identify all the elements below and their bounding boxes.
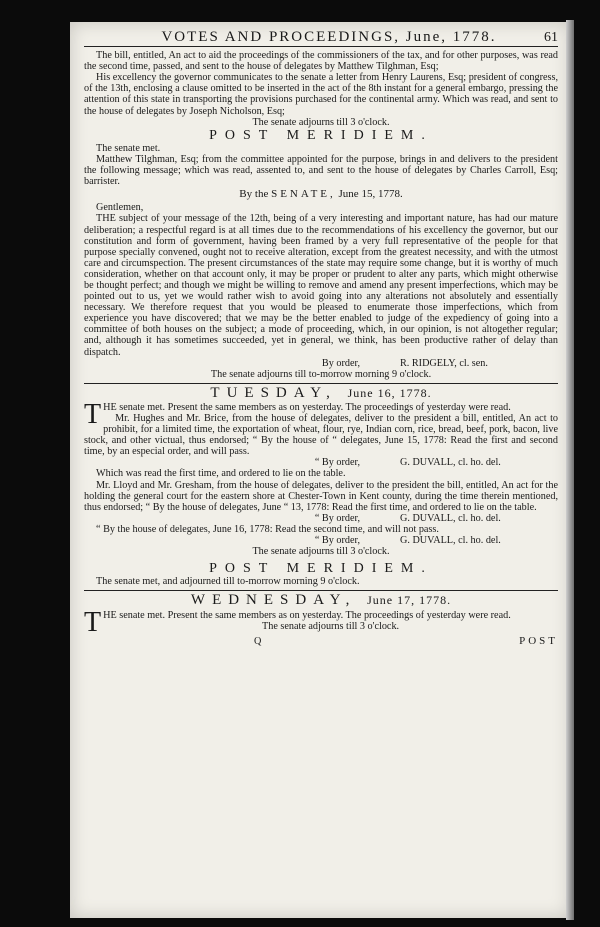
signature-by-order: “ By order, xyxy=(314,535,360,547)
salutation: Gentlemen, xyxy=(96,202,144,214)
day-date: June 17, 1778. xyxy=(367,593,452,608)
which-read-line: Which was read the first time, and ordered to lie on the table. xyxy=(96,468,346,480)
signature-by-order: By order, xyxy=(321,357,360,369)
wednesday-heading xyxy=(84,592,558,609)
head-rule xyxy=(84,46,558,47)
signature-by-order: “ By order, xyxy=(314,457,360,469)
page-number: 61 xyxy=(544,30,558,45)
signature-name: R. RIDGELY, cl. sen. xyxy=(400,357,488,369)
senate-met-line: The senate met. xyxy=(96,142,161,154)
by-senate-prefix: By the xyxy=(239,188,269,201)
met-adjourned-line: The senate met, and adjourned till to-morrow morning 9 o'clock. xyxy=(96,576,360,588)
drop-cap: T xyxy=(84,606,102,638)
signature-name: G. DUVALL, cl. ho. del. xyxy=(400,512,501,524)
day-name: WEDNESDAY, xyxy=(190,592,357,609)
day-name: TUESDAY, xyxy=(210,384,337,401)
post-meridiem-heading: POST MERIDIEM. xyxy=(209,561,433,577)
paragraph-lloyd-gresham: Mr. Lloyd and Mr. Gresham, from the house of delegates, deliver to the president the bill, entitled, An act for the holding the general court for the eastern shore at Chester-Town in Kent county, during the time therein mentioned, thus endorsed; “ By the house of delegates, June “ 13, 1778: Read the first time, and ordered to lie on the table. xyxy=(84,479,558,513)
signature-by-order: “ By order, xyxy=(314,512,360,524)
adjourn-line: The senate adjourns till 3 o'clock. xyxy=(252,546,390,558)
paragraph-tax-bill: The bill, entitled, An act to aid the proceedings of the commissioners of the tax, and for other purposes, was read the second time, passed, and sent to the house of delegates by Matthew Tilghman, Esq; xyxy=(84,50,558,73)
paragraph-tuesday-open xyxy=(84,398,558,430)
tuesday-heading xyxy=(84,384,558,401)
paragraph-text: HE senate met. Present the same members as on yesterday. The proceedings of yesterday were read. xyxy=(103,401,511,413)
catchword-line xyxy=(84,636,558,647)
paragraph-laurens-letter: His excellency the governor communicates to the senate a letter from Henry Laurens, Esq; president of congress, of the 13th, enclosing a clause omitted to be inserted in the act of the 8th instant for a general embargo, pressing the attention of this state in transporting the provisions purchased for the continental army. Which was read, and sent to the house of delegates by Joseph Nicholson, Esq; xyxy=(84,72,558,117)
running-head-title: VOTES AND PROCEEDINGS, June, 1778. xyxy=(161,29,497,45)
signature-duvall xyxy=(84,457,558,468)
signature-duvall xyxy=(84,513,558,524)
page-content xyxy=(84,29,558,647)
by-senate-caps: SENATE, xyxy=(271,188,336,201)
paragraph-tilghman: Matthew Tilghman, Esq; from the committee appointed for the purpose, brings in and delivers to the president the following message; which was read, assented to, and sent to the house of delegates by Charles Carroll, Esq; barrister. xyxy=(84,153,558,188)
day-date: June 16, 1778. xyxy=(347,385,432,400)
signature-duvall xyxy=(84,535,558,546)
signature-name: G. DUVALL, cl. ho. del. xyxy=(400,535,501,547)
paragraph-text: HE senate met. Present the same members as on yesterday. The proceedings of yesterday were read. xyxy=(103,609,511,621)
section-rule xyxy=(84,590,558,591)
drop-cap: T xyxy=(84,398,102,430)
paragraph-hughes-brice: Mr. Hughes and Mr. Brice, from the house of delegates, deliver to the president a bill, entitled, An act to prohibit, for a limited time, the exportation of wheat, flour, rye, Indian corn, rice, bread, beef, pork, bacon, live stock, and other victual, thus endorsed; “ By the house of “ delegates, June 15, 1778: Read the first and second time, by an especial order, and will pass. xyxy=(84,413,558,458)
adjourn-line: The senate adjourns till 3 o'clock. xyxy=(262,620,400,632)
adjourn-line: The senate adjourns till to-morrow morning 9 o'clock. xyxy=(210,368,432,380)
adjourn-line: The senate adjourns till 3 o'clock. xyxy=(252,116,390,128)
senate-message: THE subject of your message of the 12th, being of a very interesting and important nature, has had our mature deliberation; a respectful regard is at all times due to the recommendations of his excellency the governor, but our constitution and form of government, having been framed by a very full representative of the people for that purpose specially convened, ought not to receive alteration, except from the greatest necessity, and with the utmost care and circumspection. The present circumstances of the state may require some change, but it is worthy of much consideration, whether on that account only, it may be proper or prudent to alter any parts, which might otherwise be thought perfect; and though we might be willing to remove and amend any present imperfections, which may be pointed out to us, yet we would rather wish to avoid going into any alterations not absolutely and essentially necessary. We therefore request that you would be pleased to enumerate those imperfections, which from experience you have discovered; that we may be the better enabled to judge of the expediency of going into a committee of both houses on the subject; a mode of proceeding, which, in our opinion, is not altogether regular; and, although it has sometimes succeeded, yet in general, we think, has been productive rather of delay than dispatch. xyxy=(84,213,558,358)
signature-mark: Q xyxy=(254,635,262,647)
signature-ridgely xyxy=(84,358,558,369)
section-rule xyxy=(84,383,558,384)
post-meridiem-heading: POST MERIDIEM. xyxy=(209,127,433,143)
by-house-line: “ By the house of delegates, June 16, 1778: Read the second time, and will not pass. xyxy=(96,523,439,535)
running-head xyxy=(114,29,558,45)
by-senate-date: June 15, 1778. xyxy=(338,188,403,201)
catchword: POST xyxy=(519,634,558,647)
by-senate-heading xyxy=(84,189,558,200)
page-body xyxy=(70,22,570,918)
signature-name: G. DUVALL, cl. ho. del. xyxy=(400,457,501,469)
